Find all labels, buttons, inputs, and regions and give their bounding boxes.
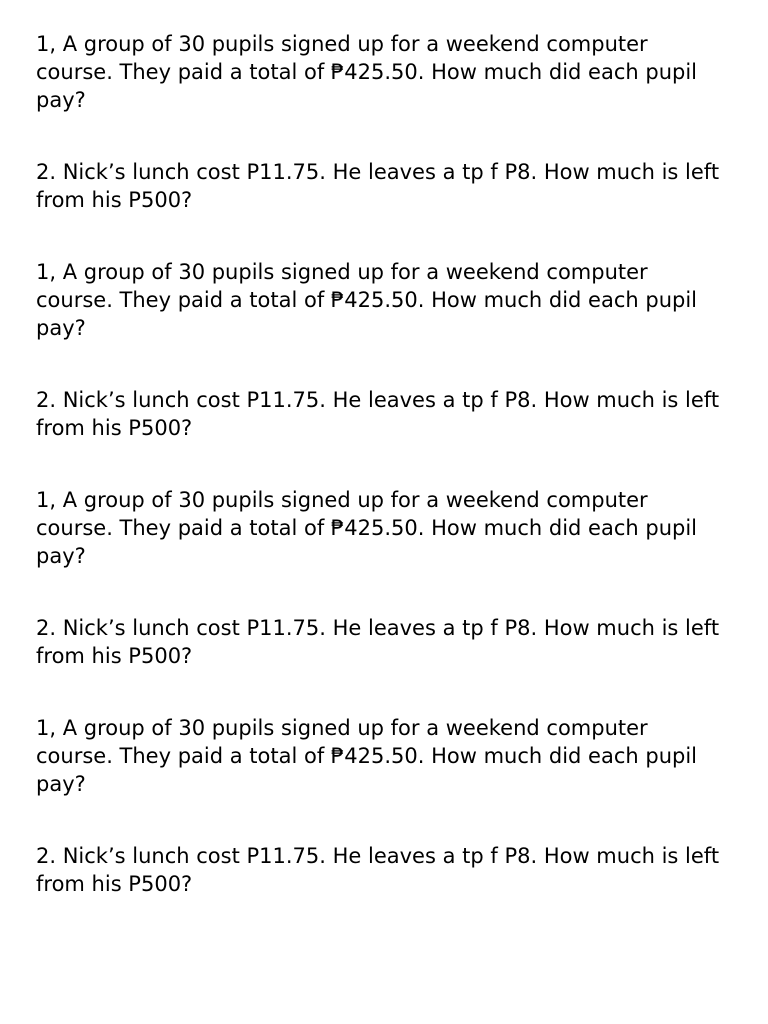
word-problem-pupils: 1, A group of 30 pupils signed up for a weekend computer course. They paid a total of ₱425.50. How much did each pupil pay?: [36, 260, 698, 340]
word-problem-pupils: 1, A group of 30 pupils signed up for a weekend computer course. They paid a total of ₱425.50. How much did each pupil pay?: [36, 32, 698, 112]
problem-list: [36, 30, 728, 898]
word-problem-lunch: 2. Nick’s lunch cost P11.75. He leaves a tp f P8. How much is left from his P500?: [36, 388, 720, 440]
word-problem-pupils: 1, A group of 30 pupils signed up for a weekend computer course. They paid a total of ₱425.50. How much did each pupil pay?: [36, 716, 698, 796]
word-problem-lunch: 2. Nick’s lunch cost P11.75. He leaves a tp f P8. How much is left from his P500?: [36, 616, 720, 668]
word-problem-pupils: 1, A group of 30 pupils signed up for a weekend computer course. They paid a total of ₱425.50. How much did each pupil pay?: [36, 488, 698, 568]
word-problem-lunch: 2. Nick’s lunch cost P11.75. He leaves a tp f P8. How much is left from his P500?: [36, 844, 720, 896]
word-problem-lunch: 2. Nick’s lunch cost P11.75. He leaves a tp f P8. How much is left from his P500?: [36, 160, 720, 212]
